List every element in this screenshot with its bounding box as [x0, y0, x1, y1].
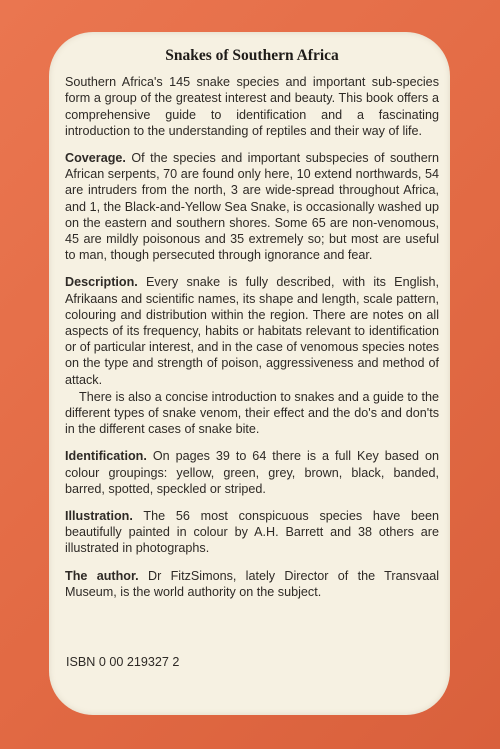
coverage-paragraph — [65, 150, 439, 263]
author-text: Dr FitzSimons, lately Director of the Transvaal Museum, is the world authority on the subject. — [65, 568, 440, 599]
coverage-heading: Coverage. — [65, 151, 126, 166]
illustration-text: The 56 most conspicuous species have been beautifully painted in colour by A.H. Barrett and 38 others are illustrated in photographs. — [65, 509, 439, 556]
description-heading: Description. — [65, 275, 138, 290]
identification-text: On pages 39 to 64 there is a full Key based on colour groupings: yellow, green, grey, brown, black, banded, barred, spotted, speckled or striped. — [65, 449, 439, 496]
author-heading: The author. — [65, 568, 139, 583]
coverage-text: Of the species and important subspecies of southern African serpents, 70 are found only here, 10 extend northwards, 54 are intruders from the north, 3 are wide-spread throughout Africa, and 1, the Black-and-Yellow Sea Snake, is occasionally washed up on the eastern and southern shores. Some 65 are non-venomous, 45 are mildly poisonous and 35 extremely so; but most are useful to man, though persecuted through ignorance and fear. — [65, 151, 439, 263]
illustration-paragraph — [65, 508, 439, 557]
isbn-number: ISBN 0 00 219327 2 — [66, 655, 180, 669]
intro-paragraph: Southern Africa's 145 snake species and important sub-species form a group of the greatest interest and beauty. This book offers a comprehensive guide to identification and a fascinating introduction to the understanding of reptiles and their way of life. — [65, 75, 439, 138]
description-paragraph — [65, 274, 439, 387]
author-paragraph — [65, 568, 439, 600]
description-continuation: There is also a concise introduction to snakes and a guide to the different types of snake venom, their effect and the do's and don'ts in the different cases of snake bite. — [65, 389, 439, 437]
cover-text — [65, 48, 439, 611]
identification-heading: Identification. — [65, 449, 147, 464]
identification-paragraph — [65, 448, 439, 497]
description-text: Every snake is fully described, with its English, Afrikaans and scientific names, its shape and length, scale pattern, colouring and distribution within the region. There are notes on all aspects of its frequency, habits or habitats relevant to identification or of particular interest, and in the case of venomous species notes on the type and strength of poison, aggressiveness and method of attack. — [65, 275, 439, 387]
book-title: Snakes of Southern Africa — [165, 47, 339, 64]
illustration-heading: Illustration. — [65, 509, 133, 524]
